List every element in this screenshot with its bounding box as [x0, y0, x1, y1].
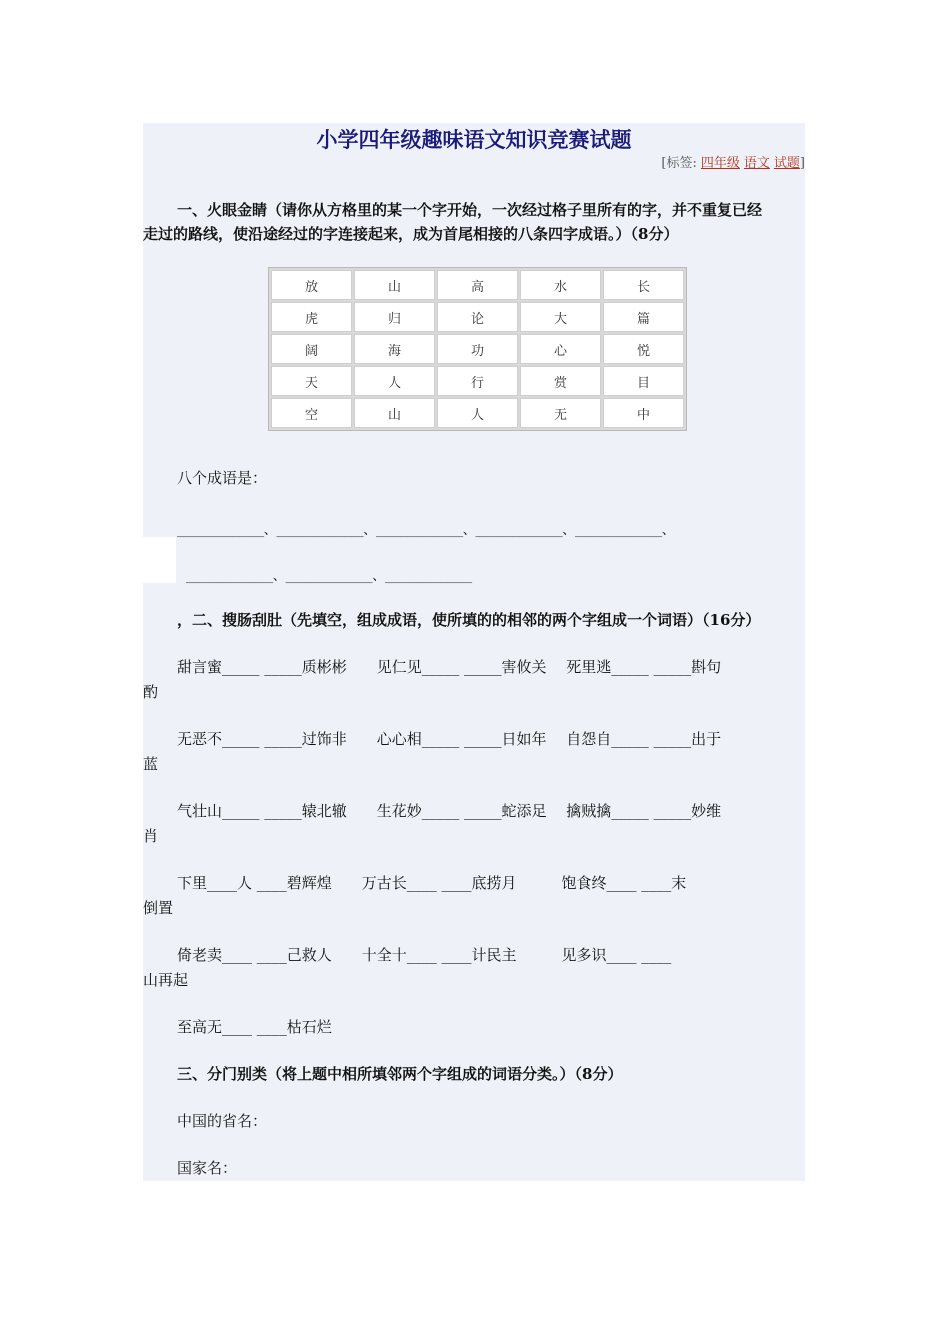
section1-heading-line2: 走过的路线，使沿途经过的字连接起来，成为首尾相接的八条四字成语。）（8分） [143, 225, 679, 243]
answer-blanks-line1: ______________、______________、______________、______________、______________、 [177, 523, 675, 538]
answer-label: 八个成语是： [177, 469, 268, 487]
grid-cell: 大 [520, 302, 601, 332]
answer-blanks-line2: ______________、______________、______________ [186, 569, 472, 584]
character-grid [268, 267, 687, 431]
grid-row [271, 398, 684, 428]
province-label: 中国的省名： [177, 1112, 268, 1130]
grid-cell: 山 [354, 398, 435, 428]
grid-cell: 心 [520, 334, 601, 364]
grid-row [271, 366, 684, 396]
grid-cell: 论 [437, 302, 518, 332]
idiom-row-line: 甜言蜜_____ _____质彬彬 见仁见_____ _____害攸关 死里逃_____ _____斟句 [177, 658, 722, 676]
section1-heading-line1: 一、火眼金睛（请你从方格里的某一个字开始，一次经过格子里所有的字，并不重复已经 [177, 201, 763, 219]
country-label: 国家名： [177, 1159, 238, 1177]
tag-link-exam[interactable]: 试题 [773, 156, 800, 171]
grid-row [271, 270, 684, 300]
grid-cell: 虎 [271, 302, 352, 332]
grid-cell: 阔 [271, 334, 352, 364]
grid-cell: 海 [354, 334, 435, 364]
grid-cell: 悦 [603, 334, 684, 364]
grid-cell: 赏 [520, 366, 601, 396]
grid-cell: 篇 [603, 302, 684, 332]
tag-suffix: ] [799, 156, 805, 171]
grid-cell: 目 [603, 366, 684, 396]
idiom-row-wrap: 酌 [143, 683, 159, 701]
grid-row [271, 334, 684, 364]
idiom-row-line: 倚老卖____ ____己救人 十全十____ ____计民主 见多识____ ____ [177, 946, 672, 964]
page-title: 小学四年级趣味语文知识竞赛试题 [316, 127, 632, 152]
grid-row [271, 302, 684, 332]
grid-cell: 长 [603, 270, 684, 300]
panel-notch [143, 537, 176, 583]
grid-cell: 无 [520, 398, 601, 428]
grid-cell: 空 [271, 398, 352, 428]
section2-heading: ，二、搜肠刮肚（先填空，组成成语，使所填的的相邻的两个字组成一个词语）（16分） [177, 611, 761, 629]
grid-cell: 行 [437, 366, 518, 396]
idiom-row-wrap: 肖 [143, 827, 159, 845]
idiom-row-wrap: 山再起 [143, 971, 189, 989]
grid-cell: 山 [354, 270, 435, 300]
idiom-row-line: 无恶不_____ _____过饰非 心心相_____ _____日如年 自怨自_____ _____出于 [177, 730, 722, 748]
grid-cell: 归 [354, 302, 435, 332]
idiom-row-wrap: 蓝 [143, 755, 159, 773]
idiom-last-row: 至高无____ ____枯石烂 [177, 1018, 332, 1036]
grid-cell: 人 [437, 398, 518, 428]
tag-link-grade[interactable]: 四年级 [700, 156, 740, 171]
tag-prefix: [标签: [661, 156, 697, 171]
grid-cell: 功 [437, 334, 518, 364]
tag-bar [661, 152, 805, 171]
idiom-row-line: 气壮山_____ _____辕北辙 生花妙_____ _____蛇添足 擒贼擒_____ _____妙维 [177, 802, 722, 820]
tag-link-chinese[interactable]: 语文 [743, 156, 770, 171]
grid-cell: 水 [520, 270, 601, 300]
grid-cell: 天 [271, 366, 352, 396]
idiom-row-line: 下里____人 ____碧辉煌 万古长____ ____底捞月 饱食终____ ____末 [177, 874, 687, 892]
grid-cell: 高 [437, 270, 518, 300]
grid-cell: 人 [354, 366, 435, 396]
idiom-row-wrap: 倒置 [143, 899, 174, 917]
grid-cell: 中 [603, 398, 684, 428]
grid-cell: 放 [271, 270, 352, 300]
section3-heading: 三、分门别类（将上题中相所填邻两个字组成的词语分类。）（8分） [177, 1065, 623, 1083]
